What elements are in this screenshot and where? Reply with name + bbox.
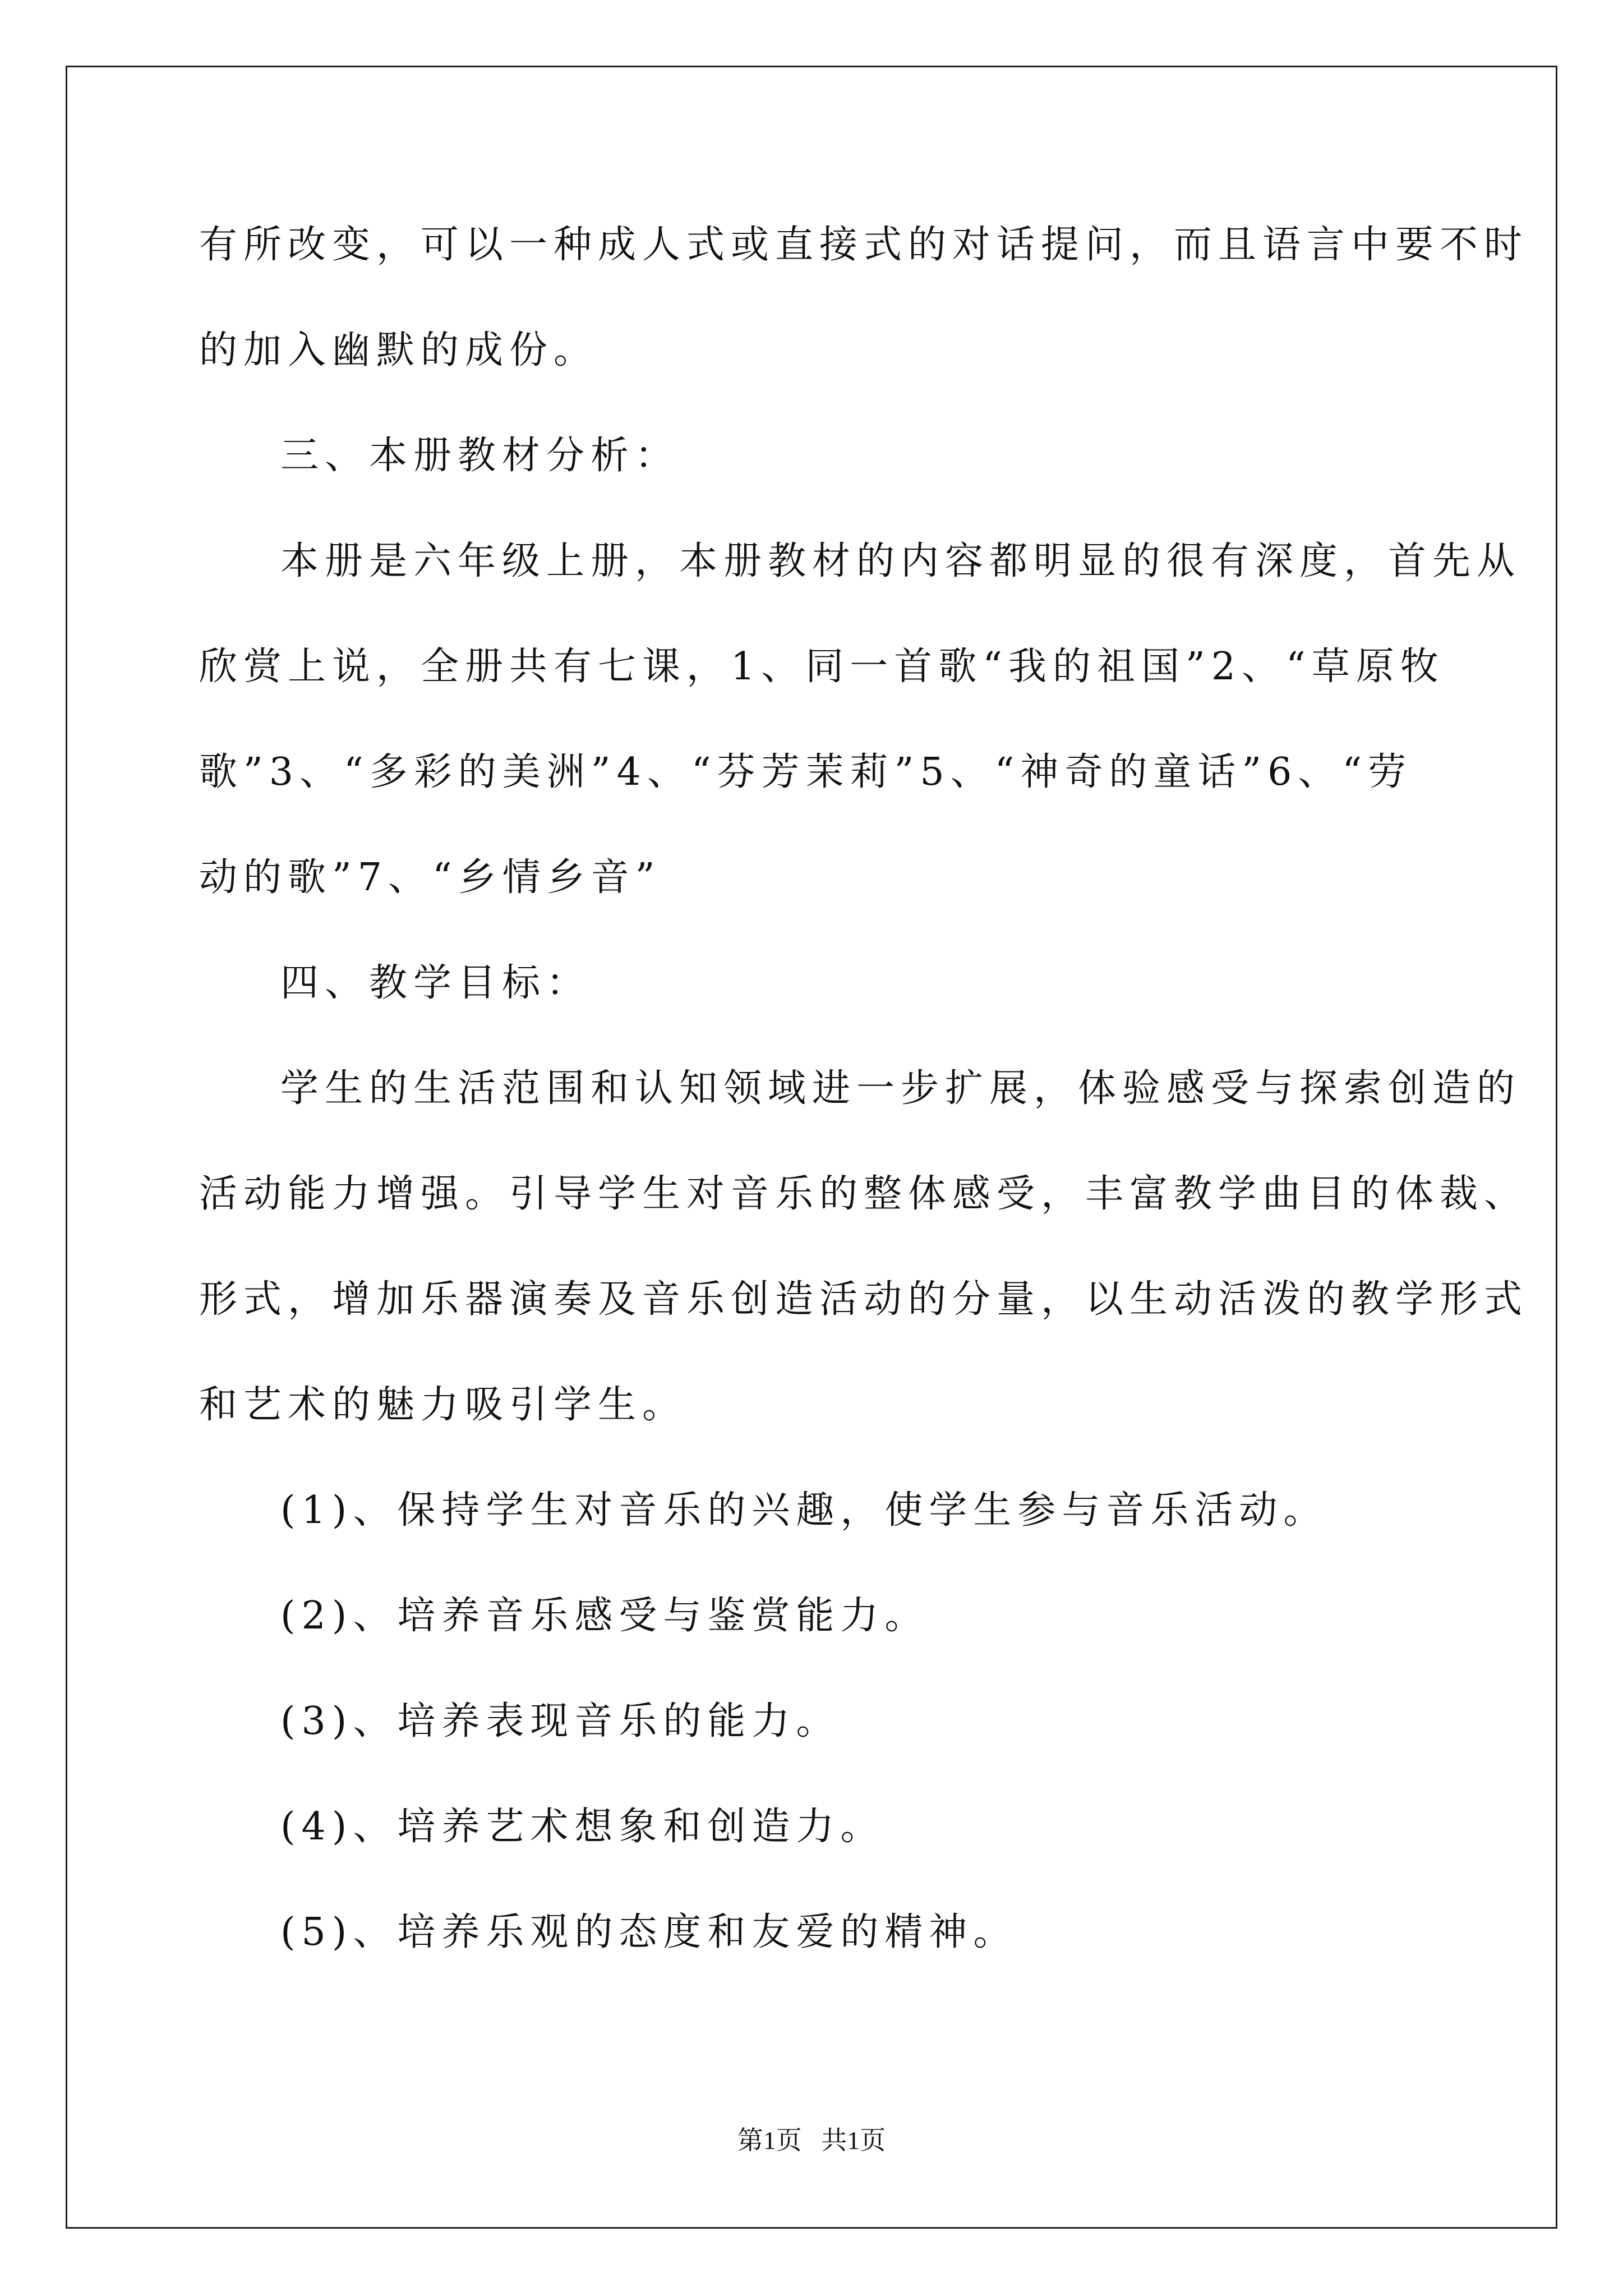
paragraph-3-line-2: 欣赏上说，全册共有七课，1、同一首歌“我的祖国”2、“草原牧 [199,645,1445,689]
list-item-3: (3)、培养表现音乐的能力。 [280,1699,841,1743]
section-heading-4: 四、教学目标： [280,961,591,1005]
paragraph-5-line-1: 学生的生活范围和认知领域进一步扩展，体验感受与探索创造的 [280,1066,1521,1111]
paragraph-3-line-1: 本册是六年级上册，本册教材的内容都明显的很有深度，首先从 [280,539,1521,583]
paragraph-3-line-4: 动的歌”7、“乡情乡音” [199,855,661,900]
section-heading-3: 三、本册教材分析： [280,434,680,478]
paragraph-5-line-3: 形式，增加乐器演奏及音乐创造活动的分量，以生动活泼的教学形式 [199,1277,1529,1322]
paragraph-1-line-2: 的加入幽默的成份。 [199,328,598,372]
list-item-2: (2)、培养音乐感受与鉴赏能力。 [280,1594,929,1638]
paragraph-3-line-3: 歌”3、“多彩的美洲”4、“芬芳茉莉”5、“神奇的童话”6、“劳 [199,750,1413,794]
page-border [66,66,1557,2229]
list-item-4: (4)、培养艺术想象和创造力。 [280,1805,885,1849]
paragraph-1-line-1: 有所改变，可以一种成人式或直接式的对话提问，而且语言中要不时 [199,223,1529,267]
page-footer: 第1页 共1页 [737,2126,886,2155]
paragraph-5-line-2: 活动能力增强。引导学生对音乐的整体感受，丰富教学曲目的体裁、 [199,1172,1529,1216]
list-item-5: (5)、培养乐观的态度和友爱的精神。 [280,1910,1018,1954]
paragraph-5-line-4: 和艺术的魅力吸引学生。 [199,1383,687,1427]
list-item-1: (1)、保持学生对音乐的兴趣，使学生参与音乐活动。 [280,1488,1328,1533]
